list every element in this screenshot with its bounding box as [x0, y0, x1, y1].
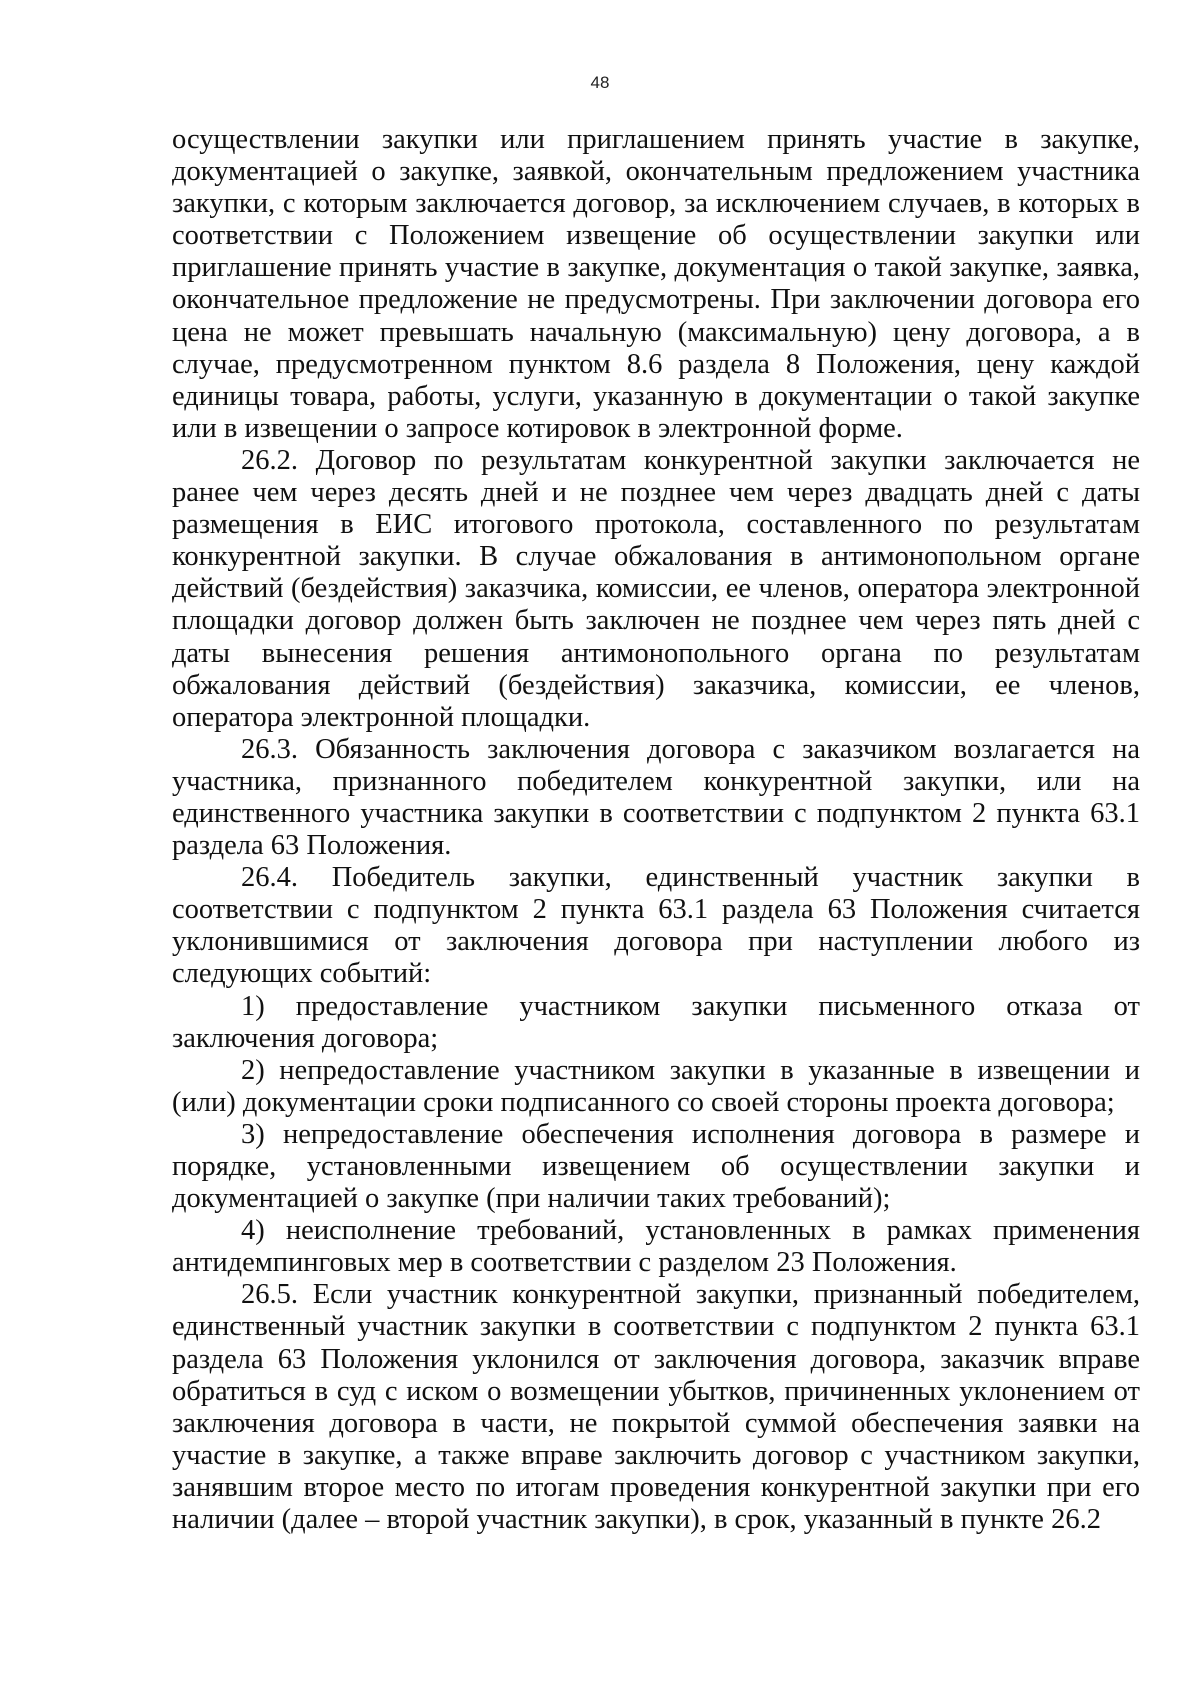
list-item-4: 4) неисполнение требований, установленных в рамках применения антидемпинговых мер в соответствии с разделом 23 Положения. — [172, 1215, 1140, 1279]
list-item-3: 3) непредоставление обеспечения исполнения договора в размере и порядке, установленными извещением об осуществлении закупки и документацией о закупке (при наличии таких требований); — [172, 1118, 1140, 1215]
paragraph-26-3: 26.3. Обязанность заключения договора с заказчиком возлагается на участника, признанного победителем конкурентной закупки, или на единственного участника закупки в соответствии с подпунктом 2 пункта 63.1 раздела 63 Положения. — [172, 733, 1140, 862]
list-item-1: 1) предоставление участником закупки письменного отказа от заключения договора; — [172, 990, 1140, 1054]
list-item-2: 2) непредоставление участником закупки в указанные в извещении и (или) документации сроки подписанного со своей стороны проекта договора; — [172, 1054, 1140, 1118]
document-body — [172, 124, 1140, 1536]
paragraph-26-4: 26.4. Победитель закупки, единственный участник закупки в соответствии с подпунктом 2 пункта 63.1 раздела 63 Положения считается уклонившимися от заключения договора при наступлении любого из следующих событий: — [172, 862, 1140, 990]
paragraph-26-5: 26.5. Если участник конкурентной закупки, признанный победителем, единственный участник закупки в соответствии с подпунктом 2 пункта 63.1 раздела 63 Положения уклонился от заключения договора, заказчик вправе обратиться в суд с иском о возмещении убытков, причиненных уклонением от заключения договора в части, не покрытой суммой обеспечения заявки на участие в закупке, а также вправе заключить договор с участником закупки, занявшим второе место по итогам проведения конкурентной закупки при его наличии (далее – второй участник закупки), в срок, указанный в пункте 26.2 — [172, 1279, 1140, 1536]
paragraph-continuation: осуществлении закупки или приглашением принять участие в закупке, документацией о закупке, заявкой, окончательным предложением участника закупки, с которым заключается договор, за исключением случаев, в которых в соответствии с Положением извещение об осуществлении закупки или приглашение принять участие в закупке, документация о такой закупке, заявка, окончательное предложение не предусмотрены. При заключении договора его цена не может превышать начальную (максимальную) цену договора, а в случае, предусмотренном пунктом 8.6 раздела 8 Положения, цену каждой единицы товара, работы, услуги, указанную в документации о такой закупке или в извещении о запросе котировок в электронной форме. — [172, 124, 1140, 444]
page-number: 48 — [590, 73, 610, 92]
paragraph-26-2: 26.2. Договор по результатам конкурентной закупки заключается не ранее чем через десять дней и не позднее чем через двадцать дней с даты размещения в ЕИС итогового протокола, составленного по результатам конкурентной закупки. В случае обжалования в антимонопольном органе действий (бездействия) заказчика, комиссии, ее членов, оператора электронной площадки договор должен быть заключен не позднее чем через пять дней с даты вынесения решения антимонопольного органа по результатам обжалования действий (бездействия) заказчика, комиссии, ее членов, оператора электронной площадки. — [172, 444, 1140, 733]
